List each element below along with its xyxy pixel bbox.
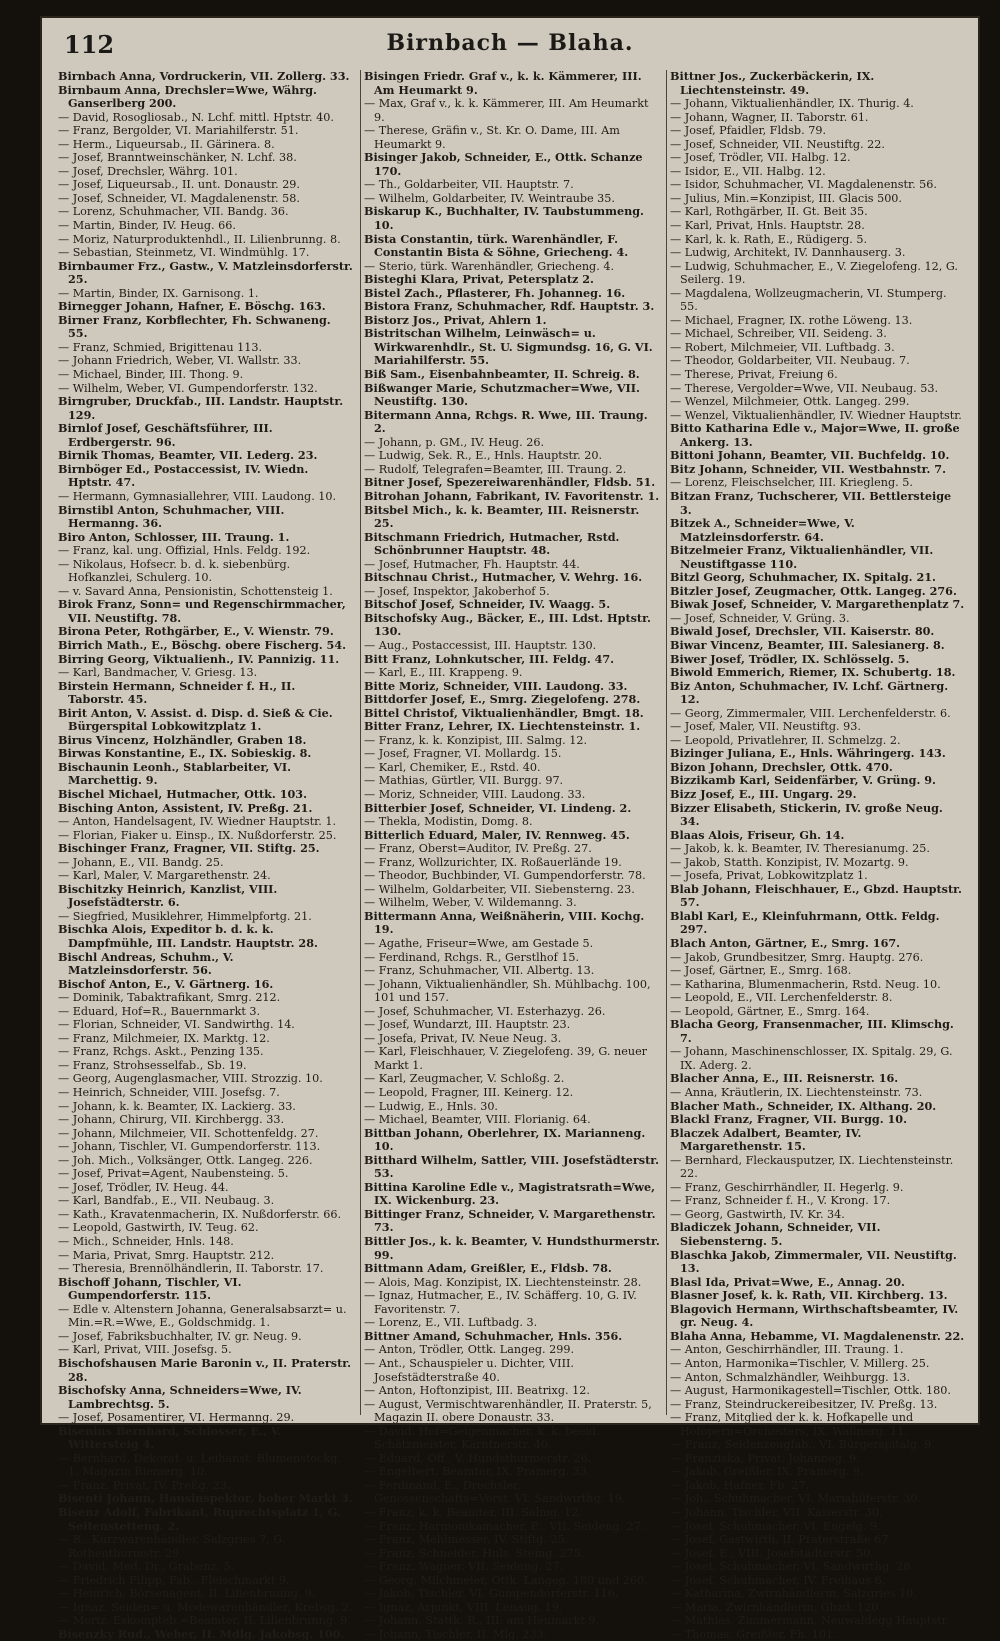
column-1 — [58, 69, 354, 1641]
directory-entry: Bitter Franz, Lehrer, IX. Liechtensteinstr. 1. — [364, 719, 641, 734]
directory-entry: Birring Georg, Viktualienh., IV. Pannizig. 11. — [58, 651, 340, 666]
directory-entry: — Franz, Bergolder, VI. Mariahilferstr. 51. — [58, 124, 299, 138]
directory-entry: — Georg, Augenglasmacher, VIII. Strozzig. 10. — [58, 1072, 323, 1086]
directory-entry: Bischofsky Anna, Schneiders=Wwe, IV. Lambrechtsg. 5. — [58, 1383, 302, 1411]
column-3 — [670, 69, 966, 1641]
directory-entry: — David, Hof=Geigenmacher, k. k. beeid. Schätzmeister, Kärntnerstr. 40. — [364, 1424, 600, 1452]
directory-entry: — Josef, Fabriksbuchhalter, IV. gr. Neug. 9. — [58, 1329, 302, 1343]
directory-entry: — Theresia, Brennölhändlerin, II. Taborstr. 17. — [58, 1262, 324, 1276]
directory-entry: — Ant., Schauspieler u. Dichter, VIII. Josefstädterstraße 40. — [364, 1356, 574, 1384]
directory-entry: — Katharina, Zwirnhändlerin, Salzgries 10. — [670, 1587, 917, 1601]
directory-page — [42, 18, 978, 1641]
directory-entry: Blab Johann, Fleischhauer, E., Gbzd. Hauptstr. 57. — [670, 881, 962, 910]
directory-entry: Birnik Thomas, Beamter, VII. Lederg. 23. — [58, 448, 318, 463]
directory-entry: — Therese, Gräfin v., St. Kr. O. Dame, III. Am Heumarkt 9. — [364, 124, 620, 151]
directory-entry: — Josefa, Privat, IV. Neue Neug. 3. — [364, 1031, 562, 1045]
directory-entry: Biz Anton, Schuhmacher, IV. Lchf. Gärtnerg. 12. — [670, 678, 949, 707]
directory-entry: — Johann, Tischler, II. Mlg. 233. — [364, 1627, 548, 1641]
directory-entry: — Franz, Seidenzeugfab., VI. Bürgerspitalg. 9. — [670, 1438, 935, 1452]
directory-entry: Bitto Katharina Edle v., Major=Wwe, II. große Ankerg. 13. — [670, 421, 960, 449]
directory-entry: — Joh. Mich., Volksänger, Ottk. Langeg. 226. — [58, 1153, 313, 1167]
directory-entry: Bisching Anton, Assistent, IV. Preßg. 21. — [58, 800, 313, 815]
directory-entry: Bitschof Josef, Schneider, IV. Waagg. 5. — [364, 597, 611, 612]
directory-entry: — Josef, Gastwirth, II. Praterstraße 67. — [670, 1533, 892, 1547]
directory-entry: Blaczek Adalbert, Beamter, IV. Margarethenstr. 15. — [670, 1125, 862, 1154]
directory-entry: — Michael, Fragner, IX. rothe Löweng. 13. — [670, 313, 913, 327]
directory-entry: — Heinrich, Schneider, VIII. Josefsg. 7. — [58, 1086, 280, 1100]
directory-entry: Bitschnau Christ., Hutmacher, V. Wehrg. 16. — [364, 570, 643, 585]
page-number: 112 — [64, 30, 115, 59]
directory-entry: Bizzer Elisabeth, Stickerin, IV. große Neug. 34. — [670, 800, 943, 829]
directory-entry: — Ferdinand, E., Drechsler, Genossenschafts=Vorst. VI. Sandwirthg. 19. — [364, 1478, 626, 1506]
directory-entry: — Maria, Zwirnhändlerin, Gbzd. 120. — [670, 1600, 882, 1614]
directory-entry: — Engelbert, Beamter, IX. Pramerg. 33. — [364, 1465, 591, 1479]
directory-entry: Bizzikamb Karl, Seidenfärber, V. Grüng. 9. — [670, 773, 936, 788]
directory-entry: — Wenzel, Milchmeier, Ottk. Langeg. 299. — [670, 395, 910, 409]
directory-entry: — Rudolf, Telegrafen=Beamter, III. Traung. 2. — [364, 462, 627, 476]
directory-entry: — v. Savard Anna, Pensionistin, Schottensteig 1. — [58, 584, 333, 598]
column-divider — [360, 70, 361, 1415]
directory-entry: — Jakob, Hafner, Fb. 27. — [670, 1478, 810, 1492]
directory-entry: Blach Anton, Gärtner, E., Smrg. 167. — [670, 936, 901, 950]
directory-entry: Bistora Franz, Schuhmacher, Rdf. Hauptstr. 3. — [364, 299, 655, 314]
directory-entry: — B., Kurzwarenhändler, Salzgries 7, G. Rothenthurmstr. 29. — [58, 1533, 286, 1560]
directory-entry: — Franz, Mehlmesser, IV. Stiftg. 25. — [364, 1533, 569, 1547]
directory-entry: — Anton, Hoftonzipist, III. Beatrixg. 12. — [364, 1384, 590, 1398]
directory-entry: — Wilhelm, Weber, V. Wildemanng. 3. — [364, 896, 577, 910]
directory-entry: — Eduard, Off., V. Hundsthurmerstr. 26. — [364, 1451, 592, 1465]
directory-entry: Biß Sam., Eisenbahnbeamter, II. Schreig. 8. — [364, 367, 640, 382]
directory-entry: — Therese, Privat, Freiung 6. — [670, 368, 838, 382]
directory-entry: Bisteghi Klara, Privat, Petersplatz 2. — [364, 272, 594, 287]
directory-entry: — Josef, Hutmacher, Fh. Hauptstr. 44. — [364, 557, 580, 571]
directory-entry: — Anna, Kräutlerin, IX. Liechtensteinstr. 73. — [670, 1086, 923, 1100]
directory-entry: — Michael, Schreiber, VII. Seideng. 3. — [670, 327, 887, 341]
directory-entry: — Dominik, Tabaktrafikant, Smrg. 212. — [58, 991, 281, 1005]
directory-entry: Bischaunin Leonh., Stablarbeiter, VI. Marchettig. 9. — [58, 759, 292, 788]
directory-entry: — Johann, Milchmeier, VII. Schottenfeldg. 27. — [58, 1126, 319, 1140]
directory-entry: Blasl Ida, Privat=Wwe, E., Annag. 20. — [670, 1274, 905, 1289]
directory-entry: — Josef, Maler, VII. Neustiftg. 93. — [670, 720, 861, 734]
directory-entry: — Wilhelm, Goldarbeiter, IV. Weintraube 35. — [364, 191, 615, 205]
directory-entry: — Franz, Steindruckereibesitzer, IV. Preßg. 13. — [670, 1397, 938, 1411]
directory-entry: — Johann, Maschinenschlosser, IX. Spitalg. 29, G. IX. Aderg. 2. — [670, 1045, 953, 1072]
directory-entry: Bittoni Johann, Beamter, VII. Buchfeldg. 10. — [670, 448, 950, 463]
directory-entry: — Ignaz, Seiden= u. Modewarenhändler, Krebsg. 2. — [58, 1600, 353, 1614]
directory-entry: — Eduard, Hof=R., Bauernmarkt 3. — [58, 1004, 261, 1018]
directory-entry: — Moriz, Naturproduktenhdl., II. Lilienbrunng. 8. — [58, 232, 341, 246]
directory-entry: — Th., Goldarbeiter, VII. Hauptstr. 7. — [364, 178, 574, 192]
directory-entry: Biwold Emmerich, Riemer, IX. Schubertg. 18. — [670, 665, 956, 680]
directory-entry: Birus Vincenz, Holzhändler, Graben 18. — [58, 732, 307, 747]
directory-entry: — Michael, Binder, III. Thong. 9. — [58, 368, 244, 382]
directory-entry: — Anton, Harmonika=Tischler, V. Millerg. 25. — [670, 1356, 930, 1370]
directory-entry: Bittina Karoline Edle v., Magistratsrath=Wwe, IX. Wickenburg. 23. — [364, 1179, 656, 1208]
directory-entry: — Theodor, Goldarbeiter, VII. Neubaug. 7. — [670, 354, 910, 368]
directory-entry: — Maria, Privat, Smrg. Hauptstr. 212. — [58, 1248, 275, 1262]
directory-entry: Bittdorfer Josef, E., Smrg. Ziegelofeng. 278. — [364, 692, 641, 707]
directory-entry: Bitermann Anna, Rchgs. R. Wwe, III. Traung. 2. — [364, 407, 648, 436]
directory-entry: — Franz, Schuhmacher, VII. Albertg. 13. — [364, 964, 595, 978]
directory-entry: — Johann, Stattk. R., III. am Heumarkt 9. — [364, 1614, 600, 1628]
directory-entry: — Josefa, Privat, Lobkowitzplatz 1. — [670, 869, 868, 883]
directory-entry: — Heinrich, Börsenagent, II. Lilienbrunng. 9. — [58, 1587, 316, 1601]
directory-entry: — Wilhelm, Goldarbeiter, VII. Siebensterng. 23. — [364, 882, 635, 896]
directory-entry: Birnbach Anna, Vordruckerin, VII. Zollerg. 33. — [58, 69, 350, 83]
directory-entry: — Sterio, türk. Warenhändler, Griecheng. 4. — [364, 259, 615, 273]
directory-entry: Birnlof Josef, Geschäftsführer, III. Erdbergerstr. 96. — [58, 421, 273, 449]
directory-entry: Blacher Math., Schneider, IX. Althang. 20. — [670, 1098, 937, 1113]
directory-entry: — Ludwig, Architekt, IV. Dannhauserg. 3. — [670, 246, 906, 260]
directory-entry: Birnbaumer Frz., Gastw., V. Matzleinsdorferstr. 25. — [58, 258, 353, 287]
directory-entry: Blagovich Hermann, Wirthschaftsbeamter, IV. gr. Neug. 4. — [670, 1301, 959, 1330]
directory-entry: — Leopold, Privatlehrer, II. Schmelzg. 2. — [670, 733, 901, 747]
directory-entry: — Mich., Schneider, Hnls. 148. — [58, 1235, 234, 1249]
column-2 — [364, 69, 660, 1641]
directory-entry: — Franz, Strohsesselfab., Sb. 19. — [58, 1058, 247, 1072]
directory-entry: Bitterlich Eduard, Maler, IV. Rennweg. 45. — [364, 827, 630, 842]
directory-entry: Bittner Amand, Schuhmacher, Hnls. 356. — [364, 1328, 623, 1343]
directory-entry: — Theodor, Buchbinder, VI. Gumpendorferstr. 78. — [364, 869, 646, 883]
directory-entry: Bitzl Georg, Schuhmacher, IX. Spitalg. 21. — [670, 570, 936, 585]
directory-entry: Bischinger Franz, Fragner, VII. Stiftg. 25. — [58, 841, 320, 856]
directory-entry: Bischofshausen Marie Baronin v., II. Praterstr. 28. — [58, 1355, 352, 1384]
directory-entry: — Agathe, Friseur=Wwe, am Gestade 5. — [364, 937, 594, 950]
directory-entry: — Mathias, Gürtler, VII. Burgg. 97. — [364, 774, 564, 788]
directory-entry: Birok Franz, Sonn= und Regenschirmmacher, VII. Neustiftg. 78. — [58, 597, 346, 625]
directory-entry: — Aug., Postaccessist, III. Hauptstr. 130. — [364, 638, 597, 652]
directory-entry: Biskarup K., Buchhalter, IV. Taubstummeng. 10. — [364, 204, 644, 233]
directory-entry: — Franz, k. k. Konzipist, III. Salmg. 12. — [364, 733, 588, 747]
directory-entry: Birnbaum Anna, Drechsler=Wwe, Währg. Ganserlberg 200. — [58, 82, 317, 111]
directory-entry: Bittermann Anna, Weißnäherin, VIII. Kochg. 19. — [364, 908, 645, 937]
directory-entry: — Josef, Schuhmacher, VI. Esterhazyg. 26. — [364, 1004, 606, 1018]
directory-entry: Blasner Josef, k. k. Rath, VII. Kirchberg. 13. — [670, 1288, 948, 1303]
page-title: Birnbach — Blaha. — [386, 30, 634, 56]
directory-entry: — August, Harmonikagestell=Tischler, Ottk. 180. — [670, 1384, 951, 1398]
directory-entry: — Josef, Gärtner, E., Smrg. 168. — [670, 964, 852, 978]
directory-entry: — Jakob, k. k. Beamter, IV. Theresianumg. 25. — [670, 842, 930, 856]
directory-entry: — Florian, Fiaker u. Einsp., IX. Nußdorferstr. 25. — [58, 828, 337, 842]
directory-entry: Bittban Johann, Oberlehrer, IX. Marianneng. 10. — [364, 1125, 646, 1154]
directory-entry: — Johann, Wagner, II. Taborstr. 61. — [670, 110, 869, 124]
directory-entry: — Josef, Schuhmacher, VI. Sandwirthg. 28. — [670, 1560, 914, 1574]
directory-entry: — Johann, Viktualienhändler, IX. Thurig. 4. — [670, 97, 914, 111]
directory-entry: Bitz Johann, Schneider, VII. Westbahnstr. 7. — [670, 461, 946, 476]
directory-entry: — Josef, Privat=Agent, Naubensteing. 5. — [58, 1167, 289, 1181]
directory-entry: Bitsbel Mich., k. k. Beamter, III. Reisnerstr. 25. — [364, 502, 640, 531]
directory-entry: Bladiczek Johann, Schneider, VII. Siebensterng. 5. — [670, 1220, 881, 1249]
directory-entry: — Alois, Mag. Konzipist, IX. Liechtensteinstr. 28. — [364, 1275, 642, 1289]
directory-entry: — Lorenz, Fleischselcher, III. Kriegleng. 5. — [670, 476, 913, 490]
column-divider — [666, 70, 667, 1415]
directory-entry: Bitrohan Johann, Fabrikant, IV. Favoritenstr. 1. — [364, 488, 660, 503]
directory-entry: — Anton, Handelsagent, IV. Wiedner Hauptstr. 1. — [58, 815, 337, 829]
directory-entry: — Ignaz, Arjunkt, VIII. Lenaug. 19. — [364, 1600, 563, 1614]
directory-entry: — Josef, Inspektor, Jakoberhof 5. — [364, 584, 550, 598]
directory-entry: Bista Constantin, türk. Warenhändler, F. Constantin Bista & Söhne, Griecheng. 4. — [364, 231, 629, 260]
directory-entry: Birona Peter, Rothgärber, E., V. Wienstr. 79. — [58, 624, 334, 639]
directory-entry: Bistel Zach., Pflasterer, Fh. Johanneg. 16. — [364, 285, 626, 300]
directory-entry: — Florian, Schneider, VI. Sandwirthg. 14. — [58, 1018, 295, 1032]
directory-entry: — Josef, Schuhmacher, VI. Engelg. 9. — [670, 1519, 881, 1533]
directory-entry: Bitte Moriz, Schneider, VIII. Laudong. 33. — [364, 678, 628, 693]
directory-entry: — Karl, k. k. Rath, E., Rüdigerg. 5. — [670, 232, 868, 246]
directory-entry: Bitthard Wilhelm, Sattler, VIII. Josefstädterstr. 53. — [364, 1152, 660, 1181]
directory-entry: Blaha Anna, Hebamme, VI. Magdalenenstr. 22. — [670, 1328, 965, 1343]
directory-entry: Bizz Josef, E., III. Ungarg. 29. — [670, 786, 857, 801]
directory-entry: — Franz, Oberst=Auditor, IV. Preßg. 27. — [364, 842, 592, 856]
directory-entry: — Franziska, Privat, Johanneg. 9. — [670, 1451, 860, 1465]
directory-entry: — Karl, Privat, VIII. Josefsg. 5. — [58, 1343, 232, 1357]
directory-entry: — Isidor, Schuhmacher, VI. Magdalenenstr. 56. — [670, 178, 937, 192]
directory-entry: Bitt Franz, Lohnkutscher, III. Feldg. 47. — [364, 651, 615, 666]
directory-entry: — Nikolaus, Hofsecr. b. d. k. siebenbürg. Hofkanzlei, Schulerg. 10. — [58, 557, 291, 585]
directory-entry: Bitschofsky Aug., Bäcker, E., III. Ldst. Hptstr. 130. — [364, 610, 651, 639]
directory-entry: Birnböger Ed., Postaccessist, IV. Wiedn. Hptstr. 47. — [58, 461, 309, 490]
directory-entry: — Max, Graf v., k. k. Kämmerer, III. Am Heumarkt 9. — [364, 97, 649, 124]
directory-entry: — Jakob, Tischler, VI. Gumpendorferstr. 116. — [364, 1587, 619, 1601]
directory-entry: — Leopold, Fragner, III. Keinerg. 12. — [364, 1086, 574, 1100]
directory-entry: — Ludwig, E., Hnls. 30. — [364, 1099, 498, 1113]
directory-entry: — Josef, Trödler, VII. Halbg. 12. — [670, 151, 851, 165]
directory-entry: — Johann Friedrich, Weber, VI. Wallstr. 33. — [58, 354, 302, 368]
directory-entry: — Leopold, E., VII. Lerchenfelderstr. 8. — [670, 991, 893, 1005]
directory-entry: — Sebastian, Steinmetz, VI. Windmühlg. 17. — [58, 246, 310, 260]
directory-entry: — Kath., Kravatenmacherin, IX. Nußdorferstr. 66. — [58, 1207, 342, 1221]
directory-entry: Bischel Michael, Hutmacher, Ottk. 103. — [58, 786, 307, 801]
directory-entry: Bischoff Johann, Tischler, VI. Gumpendorferstr. 115. — [58, 1274, 242, 1303]
directory-entry: — Johann, k. k. Beamter, IX. Lackierg. 33. — [58, 1099, 296, 1113]
directory-entry: — Karl, Rothgärber, II. Gt. Beit 35. — [670, 205, 868, 219]
directory-entry: — Johann, Tischler, VI. Gumpendorferstr. 113. — [58, 1140, 321, 1154]
directory-entry: — Josef, Pfaidler, Fldsb. 79. — [670, 124, 826, 138]
directory-entry: — Leopold, Gärtner, E., Smrg. 164. — [670, 1004, 870, 1018]
directory-entry: Birner Franz, Korbflechter, Fh. Schwaneng. 55. — [58, 312, 331, 341]
directory-entry: Bitner Josef, Spezereiwarenhändler, Fldsb. 51. — [364, 475, 656, 490]
directory-entry: — Jakob, Statth. Konzipist, IV. Mozartg. 9. — [670, 855, 909, 869]
directory-entry: Bittinger Franz, Schneider, V. Margarethenstr. 73. — [364, 1206, 656, 1235]
directory-entry: Bitzler Josef, Zeugmacher, Ottk. Langeg. 276. — [670, 583, 957, 598]
directory-entry: — Franz, k. k. Beamter, III. Salmg. 12. — [364, 1505, 582, 1519]
directory-entry: Birrich Math., E., Böschg. obere Fischerg. 54. — [58, 637, 347, 652]
directory-entry: — Johann, Viktualienhändler, Sh. Mühlbachg. 100, 101 und 157. — [364, 977, 651, 1005]
directory-entry: Bitterbier Josef, Schneider, VI. Lindeng. 2. — [364, 800, 632, 815]
directory-entry: — Siegfried, Musiklehrer, Himmelpfortg. 21. — [58, 909, 312, 923]
directory-entry: — Josef, Liqueursab., II. unt. Donaustr. 29. — [58, 178, 300, 192]
directory-entry: — Josef, E., VIII. Josefstädterstr. 50. — [670, 1546, 874, 1560]
directory-entry: — Ludwig, Schuhmacher, E., V. Ziegelofeng. 12, G. Seilerg. 19. — [670, 259, 958, 287]
directory-entry: Bistritschan Wilhelm, Leinwäsch= u. Wirkwarenhdlr., St. U. Sigmundsg. 16, G. VI. Mariahilferstr. 55. — [364, 326, 653, 368]
directory-entry: — Johann, p. GM., IV. Heug. 26. — [364, 435, 544, 449]
directory-entry: Bischitzky Heinrich, Kanzlist, VIII. Josefstädterstr. 6. — [58, 881, 278, 910]
directory-entry: Bischka Alois, Expeditor b. d. k. k. Dampfmühle, III. Landstr. Hauptstr. 28. — [58, 922, 318, 950]
directory-entry: — Franz, kal. ung. Offizial, Hnls. Feldg. 192. — [58, 544, 311, 558]
directory-entry: — Wenzel, Viktualienhändler, IV. Wiedner Hauptstr. — [670, 408, 962, 422]
directory-entry: Bischl Andreas, Schuhm., V. Matzleinsdorferstr. 56. — [58, 949, 234, 978]
directory-entry: — Jakob, Grundbesitzer, Smrg. Hauptg. 276. — [670, 950, 924, 964]
directory-entry: Bisingen Friedr. Graf v., k. k. Kämmerer, III. Am Heumarkt 9. — [364, 69, 642, 97]
directory-entry: — David, Med. Dr., Grabenz. 5. — [58, 1560, 235, 1574]
directory-entry: — Wilhelm, Weber, VI. Gumpendorferstr. 132. — [58, 381, 318, 395]
directory-entry: Biwer Josef, Trödler, IX. Schlösselg. 5. — [670, 651, 910, 666]
directory-entry: — Josef, Posamentirer, VI. Hermanng. 29. — [58, 1411, 295, 1425]
directory-entry: — Josef, Schneider, V. Grüng. 3. — [670, 611, 850, 625]
directory-entry: Bisinger Jakob, Schneider, E., Ottk. Schanze 170. — [364, 150, 643, 178]
directory-entry: — Leopold, Gastwirth, IV. Teug. 62. — [58, 1221, 259, 1235]
directory-entry: Bisenzky Rud., Weber, II. Mdlg. Jakobsg. 100. — [58, 1626, 345, 1641]
directory-entry: — Karl, Bandfab., E., VII. Neubaug. 3. — [58, 1194, 275, 1208]
directory-entry: — Georg, Gastwirth, IV. Kr. 34. — [670, 1207, 845, 1221]
directory-entry: — Mathias, Zimmermann, Neuwaldegg Hauptstr. — [670, 1614, 950, 1628]
directory-entry: — Martin, Binder, IX. Garnisong. 1. — [58, 286, 259, 300]
directory-entry: — Josef, Branntweinschänker, N. Lchf. 38. — [58, 151, 297, 165]
directory-entry: — Bernhard, Dekorat. u. Leihanst. Blumenstockg. 1. Magazin Riemerg. 10. — [58, 1451, 341, 1479]
directory-entry: Bisenti Johann, Hausinspektor, hoher Markt 3. — [58, 1491, 353, 1506]
directory-entry: — Karl, Privat, Hnls. Hauptstr. 28. — [670, 219, 865, 233]
directory-entry: — Jakob, Greißler, IX. Pramerg. 9. — [670, 1465, 864, 1479]
directory-entry: — Franz, Rchgs. Askt., Penzing 135. — [58, 1045, 264, 1059]
directory-entry: — Franz, Privat, IV. Preßg. 23. — [58, 1478, 231, 1492]
directory-entry: — Karl, Bandmacher, V. Griesg. 13. — [58, 666, 258, 680]
directory-entry: — Josef, Schuhmacher, IV. Freihaus 6. — [670, 1573, 886, 1587]
directory-entry: — Michael, Beamter, VIII. Florianig. 64. — [364, 1113, 591, 1127]
directory-entry: — Johann, Chirurg, VII. Kirchbergg. 33. — [58, 1113, 285, 1127]
directory-entry: Bisenz Adolf, Fabrikant, Ruprechtsplatz 1, G. Seitenstetteng. 2. — [58, 1504, 341, 1533]
directory-entry: Bitzek A., Schneider=Wwe, V. Matzleinsdorferstr. 64. — [670, 516, 855, 544]
directory-entry: — Josef, Schneider, VI. Magdalenenstr. 58. — [58, 191, 300, 205]
directory-entry: — Johann, E., VII. Bandg. 25. — [58, 855, 224, 869]
directory-entry: — Robert, Milchmeier, VII. Luftbadg. 3. — [670, 340, 895, 354]
directory-entry: — Josef, Wundarzt, III. Hauptstr. 23. — [364, 1018, 571, 1032]
directory-entry: Biro Anton, Schlosser, III. Traung. 1. — [58, 529, 290, 544]
directory-entry: — Karl, Chemiker, E., Rstd. 40. — [364, 760, 541, 774]
directory-entry: Biwak Josef, Schneider, V. Margarethenplatz 7. — [670, 597, 965, 612]
directory-entry: Bißwanger Marie, Schutzmacher=Wwe, VII. Neustiftg. 130. — [364, 380, 640, 409]
directory-entry: — Thomas, Greißler, Fh. 101. — [670, 1627, 837, 1641]
directory-entry: — Franz, Schmied, Brigittenau 113. — [58, 340, 262, 354]
directory-entry: Bisenius Bernhard, Schlosser, E., V. Wittersteig 4. — [58, 1423, 282, 1452]
directory-entry: — Franz, Wagner, VII. Seideng. 27. — [364, 1560, 564, 1574]
directory-entry: Blaschka Jakob, Zimmermaler, VII. Neustiftg. 13. — [670, 1247, 957, 1276]
directory-entry: — Therese, Vergolder=Wwe, VII. Neubaug. 53. — [670, 381, 939, 395]
directory-entry: — Ludwig, Sek. R., E., Hnls. Hauptstr. 20. — [364, 449, 603, 463]
directory-entry: Blackl Franz, Fragner, VII. Burgg. 10. — [670, 1112, 907, 1127]
directory-entry: Bittner Jos., Zuckerbäckerin, IX. Liechtensteinstr. 49. — [670, 69, 875, 97]
directory-entry: — Karl, Maler, V. Margarethenstr. 24. — [58, 869, 271, 883]
directory-entry: Bitzan Franz, Tuchscherer, VII. Bettlersteige 3. — [670, 488, 952, 517]
directory-entry: — Julius, Min.=Konzipist, III. Glacis 500. — [670, 191, 902, 205]
directory-entry: — Thekla, Modistin, Domg. 8. — [364, 815, 533, 829]
directory-entry: — Franz, Schneider, Hnls. Steing. 275. — [364, 1546, 585, 1560]
directory-entry: Bizinger Juliana, E., Hnls. Währingerg. 143. — [670, 746, 946, 761]
directory-entry: — Karl, E., III. Krappeng. 9. — [364, 666, 523, 680]
directory-entry: — Martin, Binder, IV. Heug. 66. — [58, 219, 236, 233]
directory-entry: — Lorenz, E., VII. Luftbadg. 3. — [364, 1316, 538, 1330]
directory-entry: — Johann, Tischler, VII. Kaiserstr. 30. — [670, 1505, 883, 1519]
directory-entry: — David, Rosogliosab., N. Lchf. mittl. Hptstr. 40. — [58, 110, 334, 124]
directory-entry: — Joh., Schuhmacher, VI. Mariahilferstr. 30. — [670, 1492, 922, 1506]
directory-entry: — Karl, Fleischhauer, V. Ziegelofeng. 39, G. neuer Markt 1. — [364, 1045, 648, 1072]
directory-entry: — Franz, Geschirrhändler, II. Hegerlg. 9. — [670, 1180, 904, 1194]
directory-entry: — August, Vermischtwarenhändler, II. Praterstr. 5, Magazin II. obere Donaustr. 33. — [364, 1397, 652, 1425]
directory-entry: — Franz, Wollzurichter, IX. Roßauerlände 19. — [364, 855, 622, 869]
directory-entry: Bitschmann Friedrich, Hutmacher, Rstd. Schönbrunner Hauptstr. 48. — [364, 529, 620, 558]
directory-entry: Bittel Christof, Viktualienhändler, Bmgt. 18. — [364, 705, 644, 720]
directory-entry: Bizon Johann, Drechsler, Ottk. 470. — [670, 759, 893, 774]
directory-entry: — Josef, Trödler, IV. Heug. 44. — [58, 1180, 229, 1194]
directory-entry: — Isidor, E., VII. Halbg. 12. — [670, 164, 826, 178]
directory-entry: Birwas Konstantine, E., IX. Sobieskig. 8. — [58, 746, 312, 761]
directory-entry: — Anton, Trödler, Ottk. Langeg. 299. — [364, 1343, 575, 1357]
directory-entry: Blacher Anna, E., III. Reisnerstr. 16. — [670, 1071, 899, 1086]
directory-entry: — Josef, Schneider, VII. Neustiftg. 22. — [670, 137, 885, 151]
directory-entry: Birit Anton, V. Assist. d. Disp. d. Sieß & Cie. Bürgerspital Lobkowitzplatz 1. — [58, 705, 333, 734]
directory-entry: — Edle v. Altenstern Johanna, Generalsabsarzt= u. Min.=R.=Wwe, E., Goldschmidg. 1. — [58, 1302, 347, 1330]
directory-entry: Blaas Alois, Friseur, Gh. 14. — [670, 827, 845, 842]
directory-entry: — Franz, Mitglied der k. k. Hofkapelle und Hofopern=Orchesters, IX. Wallnerg. 11. — [670, 1411, 914, 1438]
directory-entry: Biwar Vincenz, Beamter, III. Salesianerg. 8. — [670, 637, 945, 652]
directory-entry: Birngruber, Druckfab., III. Landstr. Hauptstr. 129. — [58, 394, 344, 422]
directory-entry: — Franz, Schneider f. H., V. Krong. 17. — [670, 1194, 891, 1208]
directory-entry: Bistorz Jos., Privat, Ahlern 1. — [364, 312, 547, 327]
directory-entry: Birstein Hermann, Schneider f. H., II. Taborstr. 45. — [58, 678, 296, 707]
directory-entry: Birnegger Johann, Hafner, E. Böschg. 163. — [58, 299, 326, 314]
directory-entry: — Magdalena, Wollzeugmacherin, VI. Stumperg. 55. — [670, 286, 947, 314]
directory-entry: — Georg, Zimmermaler, VIII. Lerchenfelderstr. 6. — [670, 706, 951, 720]
directory-entry: — Friedrich Filipp, Fab., Fleischmarkt 9. — [58, 1573, 290, 1587]
directory-entry: — Georg, Milchmeier, Ottk. Langeg. 180 und 260. — [364, 1573, 648, 1587]
directory-entry: Bitzelmeier Franz, Viktualienhändler, VII. Neustiftgasse 110. — [670, 543, 934, 571]
directory-entry: Blacha Georg, Fransenmacher, III. Klimschg. 7. — [670, 1017, 954, 1045]
directory-entry: — Karl, Zeugmacher, V. Schloßg. 2. — [364, 1072, 565, 1086]
directory-entry: — Lorenz, Schuhmacher, VII. Bandg. 36. — [58, 205, 289, 219]
directory-entry: — Franz, Harmonikamacher, E., VII. Seideng. 27. — [364, 1519, 645, 1533]
directory-entry: Bischof Anton, E., V. Gärtnerg. 16. — [58, 976, 274, 991]
directory-entry: — Moriz, Eskompteb.=Beamter, II. Lilienbrunng. 9. — [58, 1614, 351, 1628]
directory-entry: — Herm., Liqueursab., II. Gärinera. 8. — [58, 137, 275, 151]
directory-entry: — Katharina, Blumenmacherin, Rstd. Neug. 10. — [670, 977, 941, 991]
directory-entry: — Josef, Drechsler, Währg. 101. — [58, 164, 238, 178]
directory-entry: Birnstibl Anton, Schuhmacher, VIII. Hermanng. 36. — [58, 502, 285, 531]
page-header — [42, 18, 978, 64]
directory-entry: — Anton, Geschirrhändler, III. Traung. 1. — [670, 1343, 904, 1357]
directory-entry: — Anton, Schmalzhändler, Weihburgg. 13. — [670, 1370, 911, 1384]
directory-entry: Blabl Karl, E., Kleinfuhrmann, Ottk. Feldg. 297. — [670, 908, 940, 937]
directory-entry: Biwald Josef, Drechsler, VII. Kaiserstr. 80. — [670, 624, 935, 639]
directory-entry: — Ferdinand, Rchgs. R., Gerstlhof 15. — [364, 950, 580, 964]
directory-entry: — Franz, Milchmeier, IX. Marktg. 12. — [58, 1031, 270, 1045]
directory-entry: Bittler Jos., k. k. Beamter, V. Hundsthurmerstr. 99. — [364, 1234, 660, 1262]
directory-columns — [58, 69, 965, 1641]
directory-entry: — Josef, Fragner, VI. Mollardg. 15. — [364, 747, 562, 761]
directory-entry: — Moriz, Schneider, VIII. Laudong. 33. — [364, 787, 586, 801]
directory-entry: — Hermann, Gymnasiallehrer, VIII. Laudong. 10. — [58, 489, 337, 503]
directory-entry: Bittmann Adam, Greißler, E., Fldsb. 78. — [364, 1261, 612, 1276]
directory-entry: — Ignaz, Hutmacher, E., IV. Schäfferg. 10, G. IV. Favoritenstr. 7. — [364, 1289, 637, 1316]
directory-entry: — Bernhard, Fleckausputzer, IX. Liechtensteinstr. 22. — [670, 1153, 954, 1181]
